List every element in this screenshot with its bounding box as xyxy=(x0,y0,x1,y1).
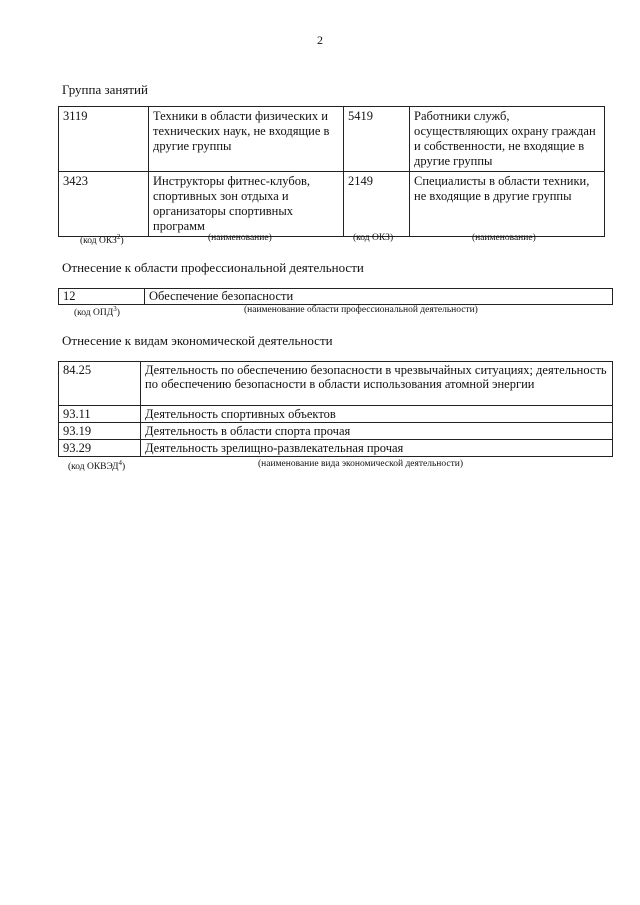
okz-name-cell: Техники в области физических и технических наук, не входящие в другие группы xyxy=(149,107,344,172)
occupations-table xyxy=(58,106,605,237)
okz-code-cell: 5419 xyxy=(344,107,410,172)
opd-name-cell: Обеспечение безопасности xyxy=(145,289,613,305)
okved-code-cell: 93.11 xyxy=(59,406,141,423)
okved-name-cell: Деятельность в области спорта прочая xyxy=(141,423,613,440)
table-row xyxy=(59,289,613,305)
okved-name-cell: Деятельность зрелищно-развлекательная прочая xyxy=(141,440,613,457)
economic-activity-title: Отнесение к видам экономической деятельности xyxy=(62,333,333,348)
okz-code-cell: 3119 xyxy=(59,107,149,172)
opd-code-caption: (код ОПД$^3$) xyxy=(74,305,120,319)
okz-name-cell: Инструкторы фитнес-клубов, спортивных зон отдыха и организаторы спортивных программ xyxy=(149,172,344,237)
okz-name-cell: Специалисты в области техники, не входящие в другие группы xyxy=(410,172,605,237)
page-number: 2 xyxy=(317,33,323,47)
okz-name-cell: Работники служб, осуществляющих охрану граждан и собственности, не входящие в другие группы xyxy=(410,107,605,172)
okz-name-caption: (наименование) xyxy=(208,233,272,243)
occupations-title: Группа занятий xyxy=(62,82,148,97)
table-row xyxy=(59,440,613,457)
okved-name-cell: Деятельность по обеспечению безопасности в чрезвычайных ситуациях; деятельность по обеспечению безопасности в области использования атомной энергии xyxy=(141,362,613,406)
okved-code-cell: 84.25 xyxy=(59,362,141,406)
okved-code-cell: 93.19 xyxy=(59,423,141,440)
professional-area-table xyxy=(58,288,613,305)
table-row xyxy=(59,423,613,440)
okz-code2-caption: (код ОКЗ) xyxy=(353,233,394,243)
economic-activity-table xyxy=(58,361,613,457)
opd-code-cell: 12 xyxy=(59,289,145,305)
okz-name2-caption: (наименование) xyxy=(472,233,536,243)
okved-name-cell: Деятельность спортивных объектов xyxy=(141,406,613,423)
okved-code-caption: (код ОКВЭД$^4$) xyxy=(68,459,126,473)
okz-code-caption: (код ОКЗ$^2$) xyxy=(80,233,124,247)
okz-code-cell: 2149 xyxy=(344,172,410,237)
table-row xyxy=(59,406,613,423)
table-row xyxy=(59,362,613,406)
okved-code-cell: 93.29 xyxy=(59,440,141,457)
table-row xyxy=(59,107,605,172)
professional-area-title: Отнесение к области профессиональной деятельности xyxy=(62,260,364,275)
okved-name-caption: (наименование вида экономической деятельности) xyxy=(258,459,463,469)
okz-code-cell: 3423 xyxy=(59,172,149,237)
opd-name-caption: (наименование области профессиональной деятельности) xyxy=(244,305,478,315)
table-row xyxy=(59,172,605,237)
